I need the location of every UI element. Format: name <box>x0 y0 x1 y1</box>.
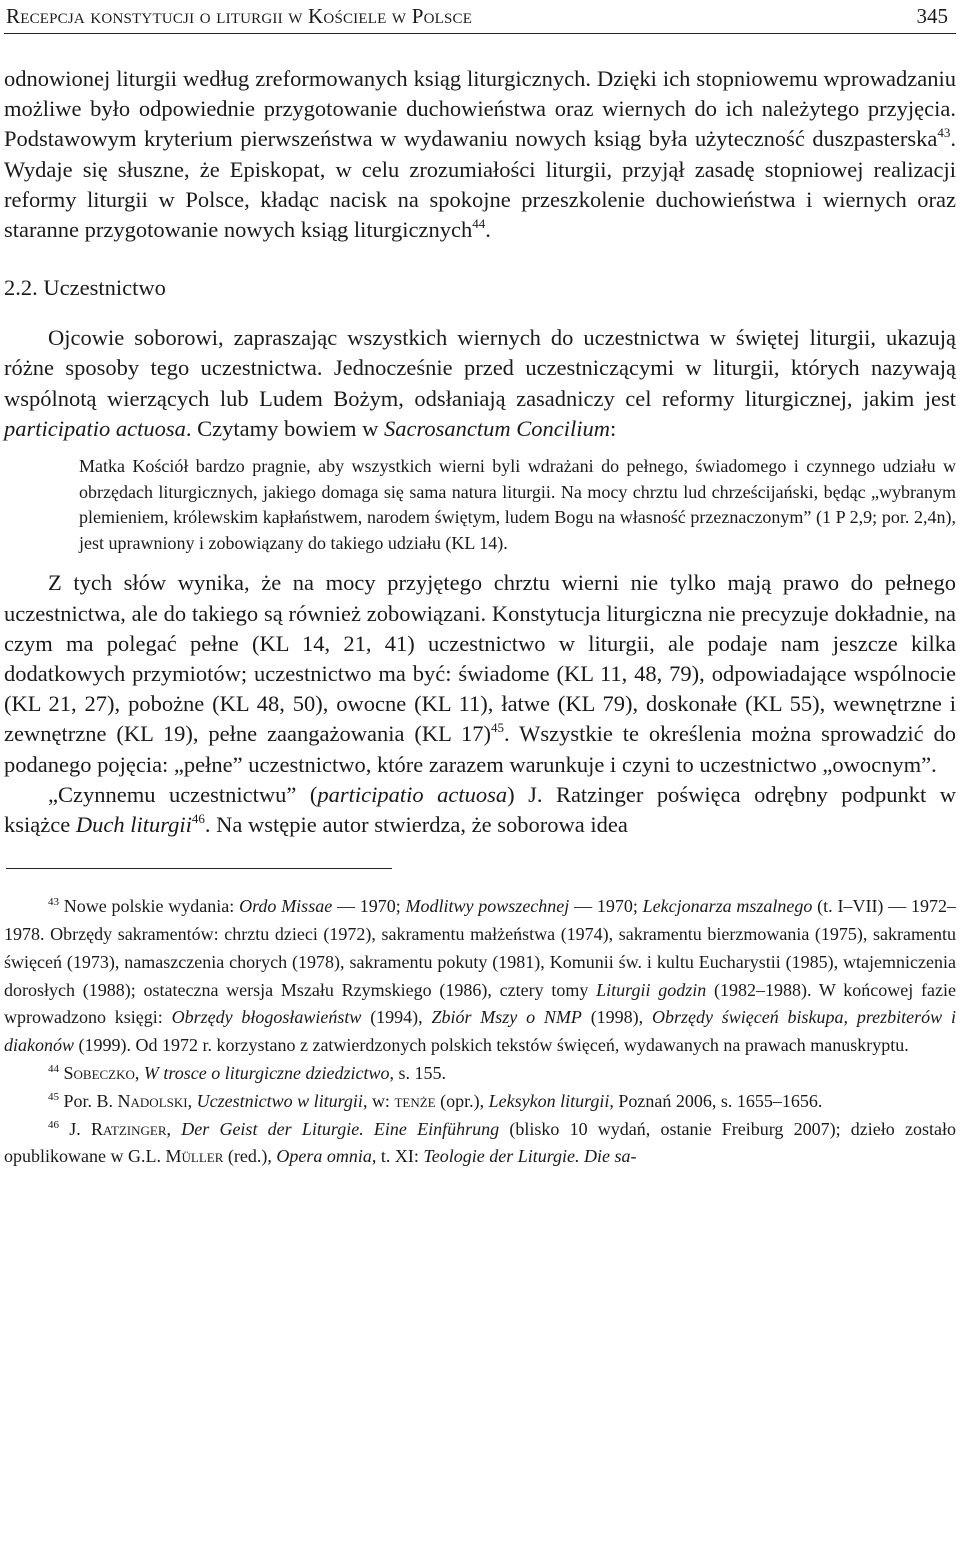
paragraph-3 <box>4 568 956 779</box>
paragraph-4 <box>4 780 956 840</box>
fn43-e2: Modlitwy powszechnej <box>405 896 570 917</box>
fn45-t1: Por. B. <box>59 1090 118 1111</box>
section-heading: 2.2. Uczestnictwo <box>4 275 166 301</box>
fn43-t4: (t. I–VII) — 1972–1978. Obrzędy sakramentów: chrztu dzieci (1972), sakramentu małżeństwa (1974), sakramentu bierzmowania (1975), sakramentu święceń (1973), namaszczenia chorych (1978), sakramentu pokuty (1981), Komunii św. i kultu Eucharystii (1985), wtajemniczenia dorosłych (1988); ostateczna wersja Mszału Rzymskiego (1986), cztery tomy <box>4 896 956 1000</box>
paragraph-4-italic-2: Duch liturgii <box>75 812 192 838</box>
footnote-43-number: 43 <box>48 896 59 909</box>
paragraph-3-text-a: Z tych słów wynika, że na mocy przyjętego chrztu wierni nie tylko mają prawo do pełnego uczestnictwa, ale do takiego są również zobowiązani. Konstytucja liturgiczna nie precyzuje dokładnie, na czym ma polegać pełne (KL 14, 21, 41) uczestnictwo w liturgii, ale podaje nam jeszcze kilka dodatkowych przymiotów; uczestnictwo ma być: świadome (KL 11, 48, 79), odpowiadające wspólnocie (KL 21, 27), pobożne (KL 48, 50), owocne (KL 11), łatwe (KL 79), doskonałe (KL 55), wewnętrzne i zewnętrzne (KL 19), pełne zaangażowania (KL 17) <box>4 570 956 747</box>
fn46-e2: Opera omnia <box>276 1146 372 1167</box>
fn46-author: Ratzinger <box>90 1118 167 1139</box>
fn46-author2: Müller <box>165 1146 224 1167</box>
page-number: 345 <box>916 4 948 28</box>
footnote-separator <box>6 868 392 869</box>
paragraph-2-text-c: : <box>610 415 617 441</box>
fn43-e6: Zbiór Mszy o NMP <box>431 1007 582 1028</box>
fn45-t4: (opr.), <box>435 1090 489 1111</box>
running-head-title: Recepcja konstytucji o liturgii w Kościele w Polsce <box>6 4 473 28</box>
fn45-t2: , <box>187 1090 197 1111</box>
fn43-e1: Ordo Missae <box>239 896 333 917</box>
footnote-46-number: 46 <box>48 1118 59 1131</box>
fn46-t2: , <box>166 1118 182 1139</box>
fn44-t2: , s. 155. <box>389 1063 447 1084</box>
fn43-e4: Liturgii godzin <box>596 979 707 1000</box>
fn44-author: Sobeczko <box>63 1063 135 1084</box>
fn46-t5: , t. XI: <box>371 1146 424 1167</box>
paragraph-4-text-a: „Czynnemu uczestnictwu” ( <box>48 781 318 807</box>
fn45-e1: Uczestnictwo w liturgii <box>196 1090 363 1111</box>
fn46-t4: (red.), <box>223 1146 277 1167</box>
fn43-t8: (1999). Od 1972 r. korzystano z zatwierdzonych polskich tekstów święceń, wydawanych na prawach manuskryptu. <box>74 1035 909 1056</box>
fn46-e1: Der Geist der Liturgie. Eine Einführung <box>181 1118 500 1139</box>
fn46-t1: J. <box>59 1118 91 1139</box>
paragraph-2-text-a: Ojcowie soborowi, zapraszając wszystkich wiernych do uczestnictwa w świętej liturgii, ukazują różne sposoby tego uczestnictwa. Jednocześnie przed uczestniczącymi w liturgii, których nazywają wspólnotą wierzących lub Ludem Bożym, odsłaniają zasadniczy cel reformy liturgicznej, jakim jest <box>4 325 956 411</box>
paragraph-3-text-b: . Wszystkie te określenia można sprowadzić do podanego pojęcia: „pełne” uczestnictwo, które zarazem warunkuje i czyni to uczestnictwo „owocnym”. <box>4 721 957 777</box>
fn45-tenze: tenże <box>394 1090 436 1111</box>
fn43-t2: — 1970; <box>332 896 406 917</box>
fn43-t7: (1998), <box>581 1007 652 1028</box>
footnote-ref-44: 44 <box>472 216 486 232</box>
footnote-46 <box>4 1116 956 1172</box>
paragraph-4-text-b: ) J. Ratzinger poświęca odrębny podpunkt w książce <box>4 781 957 838</box>
paragraph-2 <box>4 323 956 444</box>
fn44-t1: , <box>134 1063 144 1084</box>
fn43-t3: — 1970; <box>569 896 643 917</box>
fn43-e3: Lekcjonarza mszalnego <box>642 896 813 917</box>
fn45-e2: Leksykon liturgii <box>488 1090 610 1111</box>
footnote-ref-46: 46 <box>191 811 205 827</box>
paragraph-2-italic-1: participatio actuosa <box>4 415 186 441</box>
paragraph-2-italic-2: Sacrosanctum Concilium <box>383 415 611 441</box>
fn43-t1: Nowe polskie wydania: <box>59 896 240 917</box>
footnote-45-number: 45 <box>48 1090 59 1103</box>
footnote-ref-43: 43 <box>937 125 951 141</box>
fn46-t3: (blisko 10 wydań, ostanie Freiburg 2007); dzieło zostało opublikowane w G.L. <box>4 1118 956 1167</box>
block-quote: Matka Kościół bardzo pragnie, aby wszystkich wierni byli wdrażani do pełnego, świadomego i czynnego udziału w obrzędach liturgicznych, jakiego domaga się sama natura liturgii. Na mocy chrztu lud chrześcijański, będąc „wybranym plemieniem, królewskim kapłaństwem, narodem świętym, ludem Bogu na własność przeznaczonym” (1 P 2,9; por. 2,4n), jest uprawniony i zobowiązany do takiego udziału (KL 14). <box>79 456 956 553</box>
footnote-ref-45: 45 <box>490 720 504 736</box>
paragraph-2-text-b: . Czytamy bowiem w <box>185 415 384 441</box>
footnote-44 <box>4 1060 956 1088</box>
fn45-t5: , Poznań 2006, s. 1655–1656. <box>609 1090 823 1111</box>
paragraph-4-italic-1: participatio actuosa <box>317 781 508 807</box>
main-text <box>4 64 956 840</box>
fn45-author: Nadolski <box>117 1090 188 1111</box>
footnote-45 <box>4 1088 956 1116</box>
fn43-e7: Obrzędy święceń biskupa, prezbiterów i diakonów <box>4 1007 956 1056</box>
paragraph-1-text-b: . Wydaje się słuszne, że Episkopat, w celu zrozumiałości liturgii, przyjął zasadę stopniowej realizacji reformy liturgii w Polsce, kładąc nacisk na spokojne przeszkolenie duchowieństwa i wiernych oraz staranne przygotowanie nowych ksiąg liturgicznych <box>4 126 956 243</box>
book-page <box>0 3 960 1541</box>
fn43-t6: (1994), <box>361 1007 432 1028</box>
running-head <box>4 3 956 34</box>
paragraph-1-text-a: odnowionej liturgii według zreformowanych ksiąg liturgicznych. Dzięki ich stopniowemu wprowadzaniu możliwe było odpowiednie przygotowanie duchowieństwa oraz wiernych do ich należytego przyjęcia. Podstawowym kryterium pierwszeństwa w wydawaniu nowych ksiąg była użyteczność duszpasterska <box>4 66 956 152</box>
fn43-t5: (1982–1988). W końcowej fazie wprowadzono księgi: <box>4 979 956 1028</box>
paragraph-1-text-c: . <box>485 217 491 243</box>
fn46-e3: Teologie der Liturgie. Die sa- <box>423 1146 637 1167</box>
fn44-e1: W trosce o liturgiczne dziedzictwo <box>143 1063 390 1084</box>
footnote-43 <box>4 893 956 1060</box>
footnote-44-number: 44 <box>48 1063 59 1076</box>
fn45-t3: , w: <box>362 1090 395 1111</box>
paragraph-1 <box>4 64 956 245</box>
fn43-e5: Obrzędy błogosławieństw <box>171 1007 362 1028</box>
footnotes <box>4 893 956 1171</box>
paragraph-4-text-c: . Na wstępie autor stwierdza, że soborowa idea <box>204 812 628 838</box>
